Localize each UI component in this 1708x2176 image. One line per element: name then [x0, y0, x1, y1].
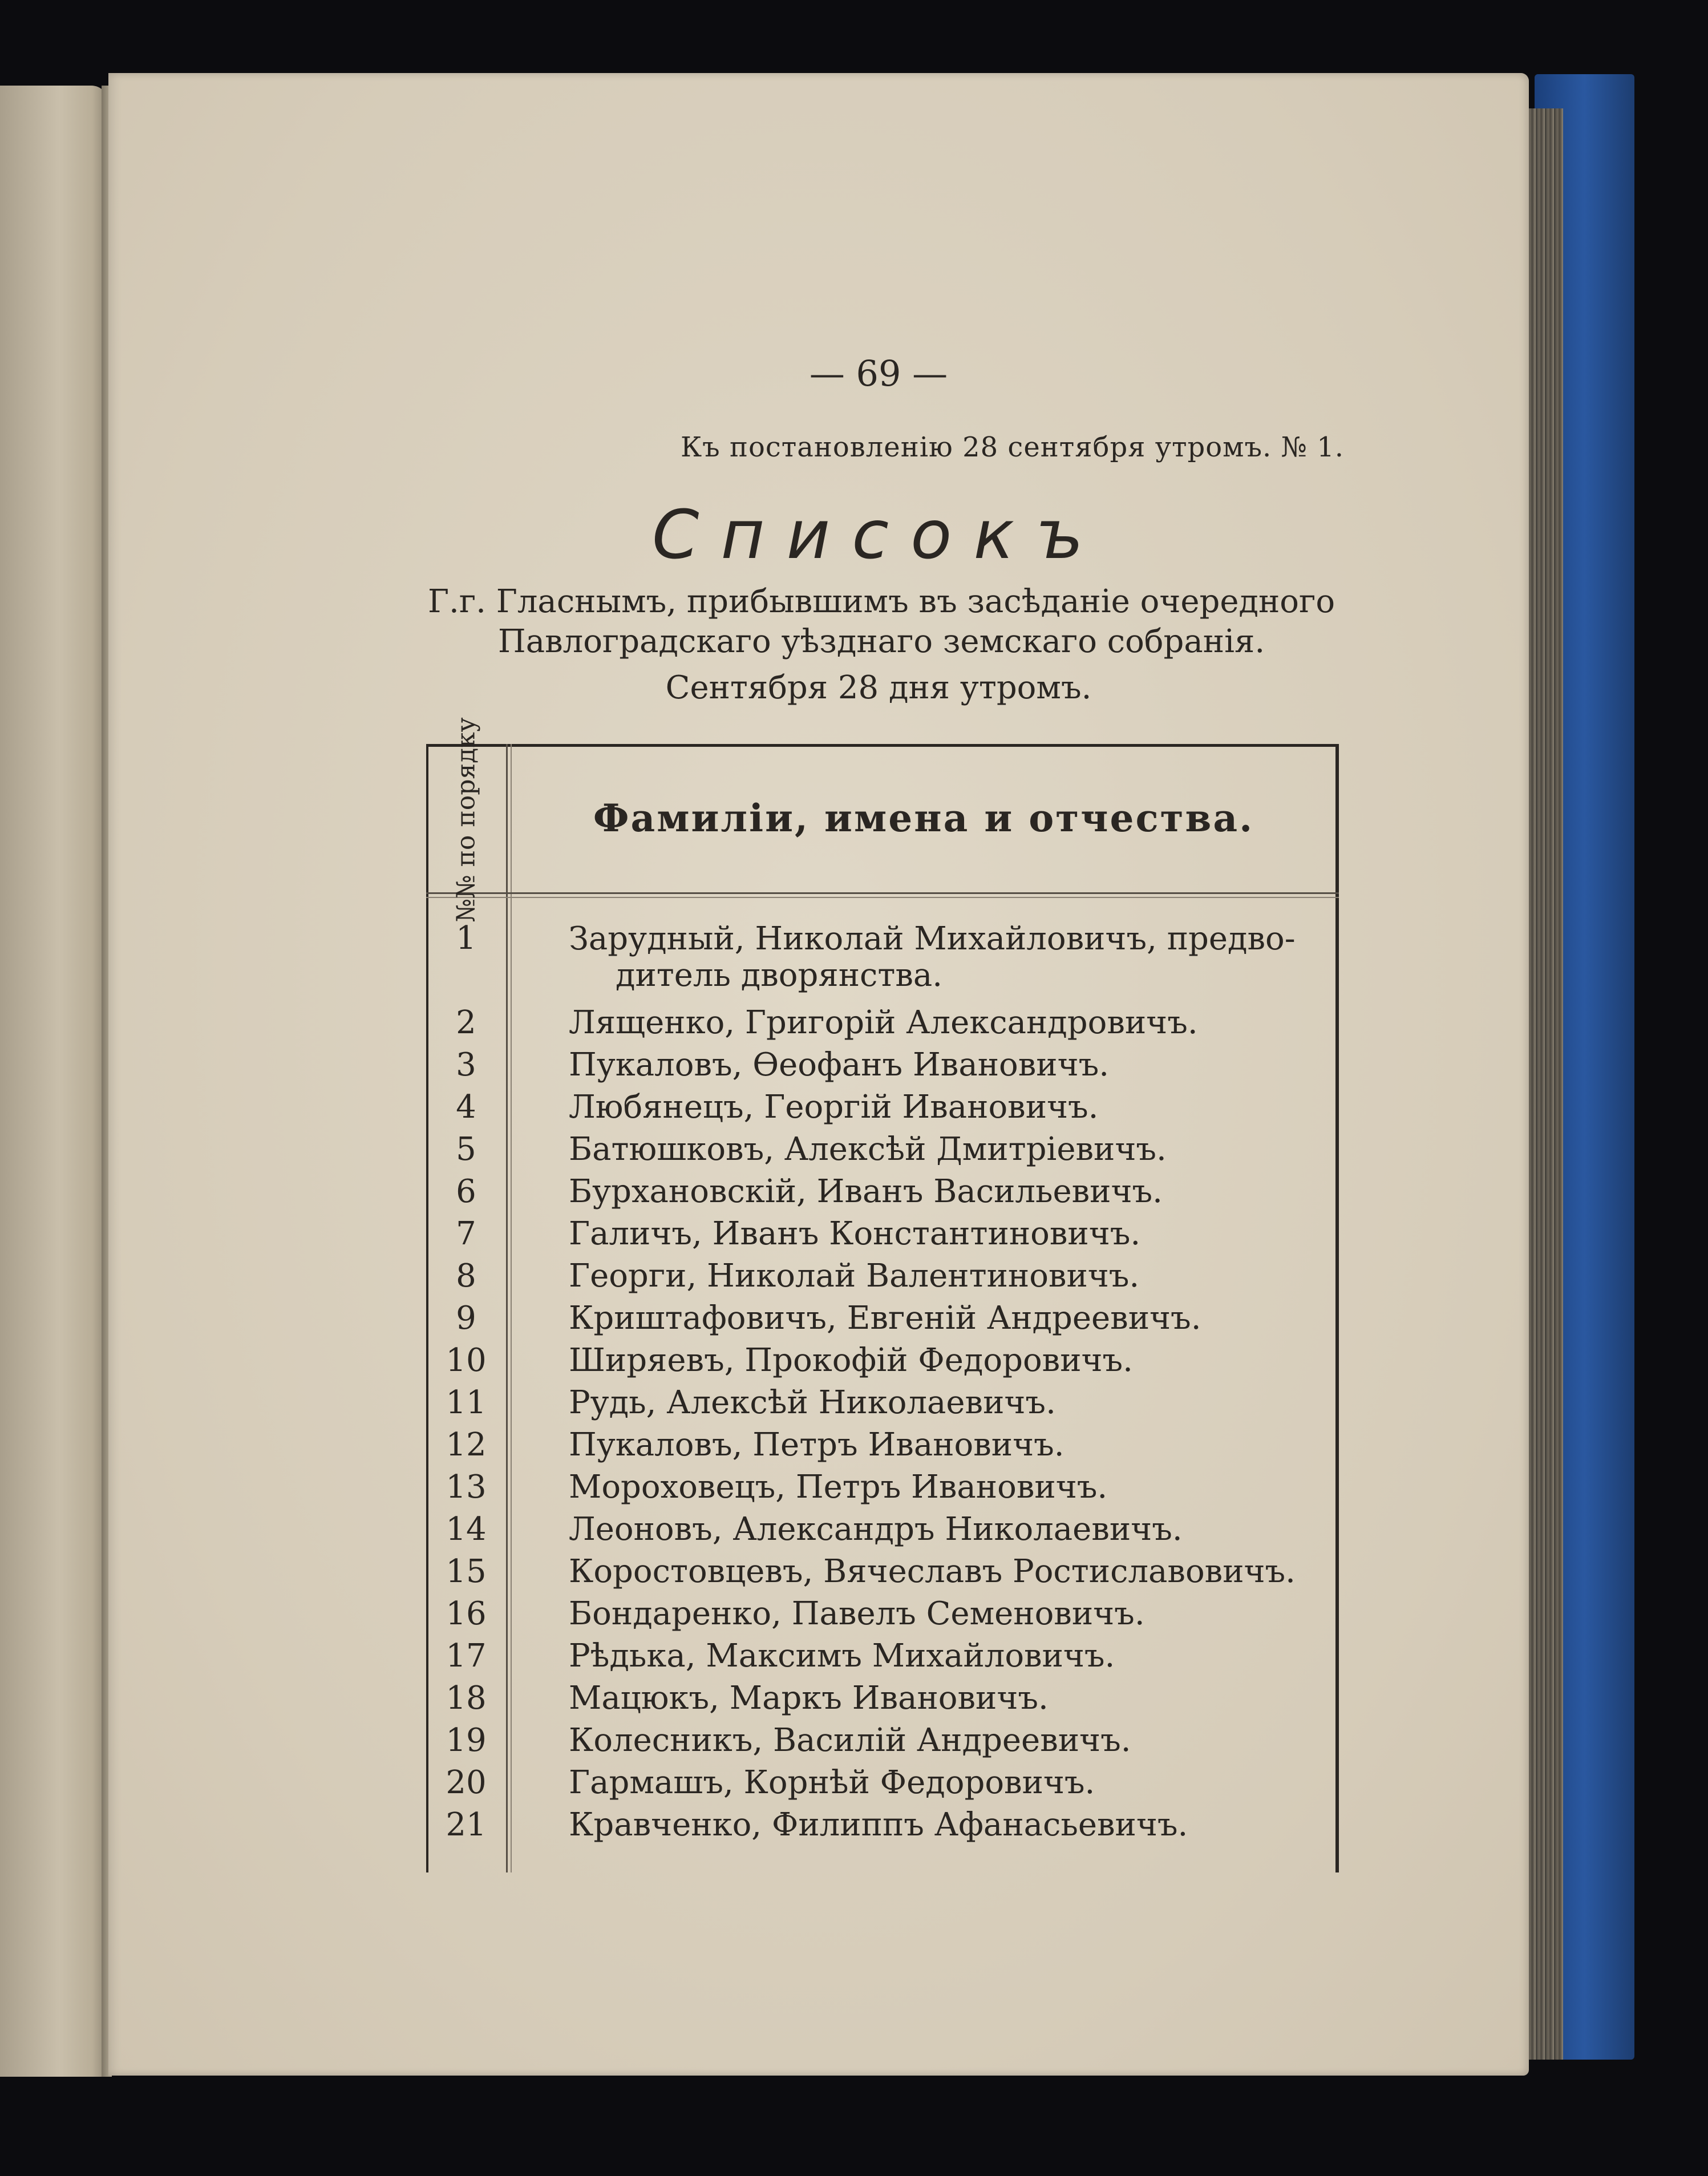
table-row [426, 1174, 1339, 1216]
table-row [426, 1723, 1339, 1765]
page-number: — 69 — [809, 353, 948, 394]
row-number: 13 [446, 1469, 487, 1506]
row-name: Пукаловъ, Ѳеофанъ Ивановичъ. [569, 1046, 1110, 1083]
table-row [426, 1385, 1339, 1427]
row-name: Мороховецъ, Петръ Ивановичъ. [569, 1469, 1108, 1506]
row-name: Галичъ, Иванъ Константиновичъ. [569, 1215, 1141, 1252]
table-row [426, 1005, 1339, 1047]
table-body [426, 921, 1339, 1850]
row-number: 14 [446, 1511, 487, 1548]
table-row [426, 1596, 1339, 1639]
header-number-column [428, 717, 505, 923]
row-name: Криштафовичъ, Евгеній Андреевичъ. [569, 1300, 1201, 1337]
row-name: Лященко, Григорій Александровичъ. [569, 1004, 1198, 1041]
row-name: Батюшковъ, Алексѣй Дмитріевичъ. [569, 1131, 1167, 1168]
row-name: Леоновъ, Александръ Николаевичъ. [569, 1511, 1183, 1548]
row-name-continuation: дитель дворянства. [616, 957, 943, 994]
list-subtitle [416, 582, 1346, 662]
row-number: 1 [456, 920, 476, 957]
header-rule [426, 892, 1339, 894]
table-row [426, 1512, 1339, 1554]
resolution-reference: Къ постановленію 28 сентября утромъ. № 1. [681, 431, 1344, 463]
document-page [108, 73, 1529, 2076]
row-number: 7 [456, 1215, 476, 1252]
row-number: 10 [446, 1342, 487, 1379]
table-row [426, 1554, 1339, 1596]
row-number: 8 [456, 1257, 476, 1295]
table-row [426, 1681, 1339, 1723]
row-name: Любянецъ, Георгій Ивановичъ. [569, 1089, 1099, 1126]
row-number: 5 [456, 1131, 476, 1168]
header-number-label: №№ по порядку [452, 717, 481, 923]
row-number: 20 [446, 1764, 487, 1801]
table-row [426, 1470, 1339, 1512]
row-name: Рудь, Алексѣй Николаевичъ. [569, 1384, 1056, 1421]
row-name-line: Зарудный, Николай Михайловичъ, предво- [569, 920, 1296, 957]
attendance-table [426, 717, 1339, 1872]
row-name: Мацюкъ, Маркъ Ивановичъ. [569, 1680, 1049, 1717]
row-name: Коростовцевъ, Вячеславъ Ростиславовичъ. [569, 1553, 1296, 1590]
row-number: 15 [446, 1553, 487, 1590]
row-name: Георги, Николай Валентиновичъ. [569, 1257, 1140, 1295]
row-number: 12 [446, 1426, 487, 1463]
table-row [426, 1639, 1339, 1681]
table-row [426, 1807, 1339, 1850]
row-name: Ширяевъ, Прокофій Федоровичъ. [569, 1342, 1133, 1379]
table-row [426, 1343, 1339, 1385]
header-rule-inner [426, 897, 1339, 898]
left-page-edge [0, 86, 108, 2077]
row-number: 21 [446, 1806, 487, 1843]
table-row [426, 1216, 1339, 1259]
row-name: Кравченко, Филиппъ Афанасьевичъ. [569, 1806, 1188, 1843]
table-row [426, 1765, 1339, 1807]
row-name [569, 921, 1310, 994]
row-number: 17 [446, 1637, 487, 1675]
table-row [426, 921, 1339, 1005]
row-number: 6 [456, 1173, 476, 1210]
list-title: Списокъ [652, 495, 1105, 574]
table-row [426, 1259, 1339, 1301]
subtitle-line-1: Г.г. Гласнымъ, прибывшимъ въ засѣданіе очередного [427, 583, 1335, 620]
subtitle-line-2: Павлоградскаго уѣзднаго земскаго собранія. [497, 623, 1265, 660]
row-name: Бурхановскій, Иванъ Васильевичъ. [569, 1173, 1163, 1210]
table-row [426, 1090, 1339, 1132]
row-name: Колесникъ, Василій Андреевичъ. [569, 1722, 1131, 1759]
row-name: Бондаренко, Павелъ Семеновичъ. [569, 1595, 1145, 1632]
row-number: 16 [446, 1595, 487, 1632]
row-number: 3 [456, 1046, 476, 1083]
row-number: 4 [456, 1089, 476, 1126]
row-name: Рѣдька, Максимъ Михайловичъ. [569, 1637, 1115, 1675]
header-names-column: Фамиліи, имена и отчества. [593, 796, 1254, 840]
table-row [426, 1047, 1339, 1090]
row-number: 18 [446, 1680, 487, 1717]
row-name: Гармашъ, Корнѣй Федоровичъ. [569, 1764, 1095, 1801]
table-row [426, 1427, 1339, 1470]
session-date: Сентября 28 дня утромъ. [665, 669, 1092, 706]
row-number: 9 [456, 1300, 476, 1337]
row-number: 2 [456, 1004, 476, 1041]
table-row [426, 1301, 1339, 1343]
row-number: 11 [446, 1384, 487, 1421]
table-row [426, 1132, 1339, 1174]
row-number: 19 [446, 1722, 487, 1759]
row-name: Пукаловъ, Петръ Ивановичъ. [569, 1426, 1065, 1463]
